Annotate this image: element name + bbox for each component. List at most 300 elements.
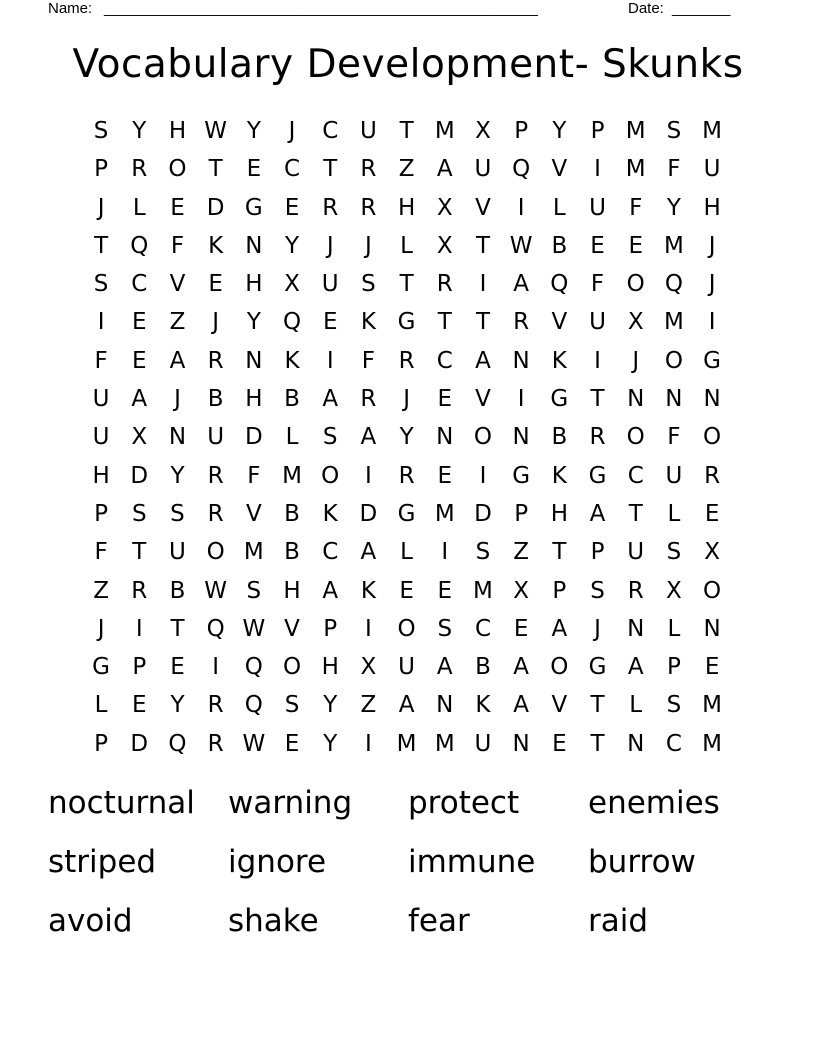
grid-letter: K bbox=[360, 309, 376, 336]
grid-letter: A bbox=[169, 347, 186, 374]
word-list-row bbox=[48, 782, 768, 841]
grid-letter: E bbox=[170, 654, 185, 681]
grid-letter: U bbox=[627, 539, 645, 566]
grid-letter: X bbox=[704, 539, 720, 566]
grid-letter: U bbox=[359, 118, 377, 144]
grid-letter: S bbox=[361, 271, 376, 298]
grid-letter: W bbox=[509, 232, 533, 259]
grid-letter: Q bbox=[512, 156, 531, 183]
grid-letter: T bbox=[170, 615, 185, 642]
grid-letter: Q bbox=[168, 730, 187, 757]
grid-letter: Y bbox=[552, 118, 567, 144]
grid-letter: E bbox=[552, 730, 567, 757]
name-blank-line: ____________________________________________________ bbox=[104, 0, 538, 17]
grid-letter: N bbox=[436, 424, 454, 451]
grid-letter: A bbox=[513, 271, 530, 298]
grid-letter: R bbox=[360, 156, 377, 183]
grid-letter: I bbox=[441, 539, 449, 566]
grid-letter: N bbox=[436, 692, 454, 719]
grid-letter: Q bbox=[206, 615, 225, 642]
grid-row bbox=[82, 303, 731, 341]
vocabulary-word: striped bbox=[48, 844, 157, 880]
grid-letter: Y bbox=[132, 118, 147, 144]
grid-letter: E bbox=[170, 194, 185, 221]
grid-letter: V bbox=[475, 386, 491, 413]
grid-letter: Y bbox=[170, 692, 185, 719]
grid-letter: P bbox=[94, 730, 109, 757]
grid-letter: I bbox=[97, 309, 105, 336]
name-label: Name: bbox=[48, 0, 93, 17]
grid-letter: T bbox=[628, 500, 643, 527]
page-title: Vocabulary Development- Skunks bbox=[72, 42, 744, 87]
grid-row bbox=[82, 265, 731, 303]
grid-letter: H bbox=[283, 577, 301, 604]
grid-letter: U bbox=[207, 424, 225, 451]
grid-letter: O bbox=[664, 347, 683, 374]
grid-letter: L bbox=[629, 692, 643, 719]
grid-letter: Y bbox=[246, 309, 261, 336]
grid-letter: F bbox=[667, 424, 681, 451]
grid-letter: G bbox=[550, 386, 569, 413]
grid-letter: J bbox=[288, 118, 296, 144]
grid-letter: I bbox=[212, 654, 220, 681]
grid-letter: I bbox=[479, 271, 487, 298]
grid-letter: T bbox=[475, 232, 490, 259]
grid-letter: L bbox=[552, 194, 566, 221]
grid-letter: G bbox=[92, 654, 110, 681]
grid-letter: S bbox=[93, 118, 109, 144]
grid-letter: S bbox=[475, 539, 491, 566]
grid-letter: H bbox=[92, 462, 110, 489]
grid-letter: C bbox=[474, 615, 491, 642]
grid-letter: N bbox=[665, 386, 683, 413]
grid-letter: R bbox=[207, 730, 224, 757]
grid-letter: S bbox=[322, 424, 338, 451]
grid-letter: U bbox=[321, 271, 339, 298]
grid-letter: R bbox=[398, 347, 415, 374]
grid-row bbox=[82, 342, 731, 380]
grid-letter: T bbox=[323, 156, 338, 183]
grid-letter: U bbox=[589, 194, 606, 221]
grid-row bbox=[82, 150, 731, 188]
grid-letter: T bbox=[399, 271, 414, 298]
grid-letter: M bbox=[434, 118, 455, 144]
grid-letter: T bbox=[94, 232, 109, 259]
grid-letter: P bbox=[94, 500, 109, 527]
grid-row bbox=[82, 418, 731, 456]
grid-letter: B bbox=[475, 654, 491, 681]
grid-letter: Z bbox=[93, 577, 109, 604]
grid-letter: J bbox=[326, 232, 334, 259]
grid-letter: V bbox=[169, 271, 186, 298]
grid-letter: H bbox=[245, 271, 263, 298]
grid-letter: N bbox=[627, 730, 645, 757]
grid-letter: B bbox=[551, 232, 568, 259]
grid-letter: J bbox=[365, 232, 372, 259]
grid-letter: U bbox=[589, 309, 606, 336]
grid-row bbox=[82, 725, 731, 763]
vocabulary-word: immune bbox=[408, 844, 536, 880]
grid-letter: I bbox=[365, 730, 372, 757]
grid-letter: K bbox=[322, 500, 338, 527]
grid-letter: G bbox=[397, 500, 416, 527]
grid-letter: G bbox=[703, 347, 721, 374]
grid-letter: T bbox=[475, 309, 490, 336]
grid-letter: C bbox=[436, 347, 453, 374]
grid-letter: K bbox=[208, 232, 224, 259]
grid-letter: E bbox=[590, 232, 605, 259]
grid-letter: W bbox=[242, 730, 266, 757]
grid-letter: K bbox=[551, 347, 567, 374]
grid-row bbox=[82, 189, 731, 227]
grid-letter: X bbox=[360, 654, 377, 681]
grid-letter: H bbox=[550, 500, 568, 527]
grid-letter: I bbox=[326, 347, 334, 374]
grid-letter: T bbox=[132, 539, 147, 566]
grid-letter: M bbox=[625, 156, 646, 183]
grid-letter: E bbox=[284, 194, 300, 221]
grid-letter: V bbox=[551, 692, 568, 719]
grid-letter: S bbox=[93, 271, 109, 298]
grid-letter: U bbox=[474, 156, 492, 183]
date-label: Date: bbox=[628, 0, 664, 17]
grid-letter: J bbox=[403, 386, 410, 413]
grid-letter: W bbox=[204, 577, 228, 604]
grid-letter: M bbox=[663, 232, 684, 259]
grid-letter: T bbox=[590, 730, 605, 757]
grid-letter: J bbox=[212, 309, 220, 336]
grid-letter: M bbox=[243, 539, 264, 566]
vocabulary-word: burrow bbox=[588, 844, 696, 880]
grid-letter: G bbox=[512, 462, 531, 489]
grid-letter: V bbox=[551, 309, 568, 336]
grid-letter: P bbox=[590, 539, 605, 566]
grid-letter: M bbox=[396, 730, 417, 757]
grid-letter: L bbox=[132, 194, 146, 221]
grid-letter: E bbox=[399, 577, 414, 604]
grid-letter: O bbox=[206, 539, 225, 566]
grid-letter: D bbox=[130, 730, 149, 757]
grid-letter: O bbox=[321, 462, 340, 489]
grid-letter: V bbox=[284, 615, 300, 642]
grid-letter: S bbox=[437, 615, 453, 642]
grid-letter: N bbox=[627, 386, 645, 413]
grid-letter: E bbox=[437, 462, 453, 489]
grid-letter: C bbox=[322, 118, 339, 144]
grid-letter: D bbox=[130, 462, 149, 489]
grid-letter: I bbox=[365, 615, 372, 642]
vocabulary-word: protect bbox=[408, 785, 520, 821]
grid-letter: J bbox=[174, 386, 181, 413]
grid-letter: J bbox=[632, 347, 640, 374]
grid-letter: S bbox=[131, 500, 147, 527]
grid-letter: N bbox=[627, 615, 645, 642]
grid-letter: J bbox=[97, 194, 105, 221]
grid-letter: Y bbox=[323, 692, 338, 719]
grid-letter: F bbox=[590, 271, 605, 298]
grid-letter: Y bbox=[285, 232, 300, 259]
vocabulary-word: shake bbox=[228, 903, 319, 939]
grid-letter: E bbox=[322, 309, 338, 336]
grid-letter: K bbox=[551, 462, 567, 489]
grid-letter: S bbox=[246, 577, 262, 604]
grid-letter: Q bbox=[244, 654, 263, 681]
grid-letter: D bbox=[206, 194, 225, 221]
grid-letter: V bbox=[551, 156, 568, 183]
grid-letter: H bbox=[245, 386, 263, 413]
grid-letter: N bbox=[168, 424, 187, 451]
grid-letter: E bbox=[246, 156, 262, 183]
grid-letter: L bbox=[94, 692, 108, 719]
grid-letter: G bbox=[588, 654, 607, 681]
grid-letter: I bbox=[594, 347, 601, 374]
grid-letter: B bbox=[551, 424, 568, 451]
grid-letter: F bbox=[667, 156, 681, 183]
grid-letter: B bbox=[169, 577, 186, 604]
word-list-row bbox=[48, 841, 768, 900]
grid-letter: K bbox=[360, 577, 376, 604]
grid-letter: G bbox=[244, 194, 263, 221]
grid-letter: J bbox=[708, 271, 716, 298]
grid-letter: I bbox=[365, 462, 372, 489]
grid-letter: R bbox=[360, 194, 377, 221]
grid-letter: H bbox=[397, 194, 416, 221]
grid-letter: P bbox=[514, 118, 529, 144]
grid-letter: O bbox=[703, 577, 722, 604]
grid-letter: X bbox=[436, 232, 453, 259]
grid-letter: A bbox=[131, 386, 148, 413]
grid-letter: F bbox=[629, 194, 643, 221]
grid-letter: L bbox=[400, 232, 413, 259]
grid-letter: J bbox=[708, 232, 716, 259]
grid-letter: R bbox=[207, 462, 224, 489]
grid-row bbox=[82, 533, 731, 571]
grid-letter: C bbox=[322, 539, 339, 566]
grid-letter: U bbox=[398, 654, 416, 681]
grid-letter: R bbox=[360, 386, 377, 413]
grid-letter: J bbox=[594, 615, 601, 642]
grid-letter: P bbox=[94, 156, 109, 183]
grid-letter: I bbox=[708, 309, 716, 336]
grid-letter: Q bbox=[244, 692, 263, 719]
grid-letter: I bbox=[517, 386, 525, 413]
grid-letter: R bbox=[207, 692, 224, 719]
grid-letter: O bbox=[703, 424, 722, 451]
grid-letter: V bbox=[245, 500, 262, 527]
grid-letter: R bbox=[513, 309, 530, 336]
grid-letter: J bbox=[97, 615, 105, 642]
grid-letter: P bbox=[552, 577, 567, 604]
grid-letter: O bbox=[168, 156, 187, 183]
grid-letter: L bbox=[667, 500, 681, 527]
word-list-row bbox=[48, 900, 768, 959]
grid-letter: D bbox=[244, 424, 263, 451]
grid-letter: E bbox=[704, 500, 720, 527]
grid-letter: F bbox=[247, 462, 261, 489]
grid-letter: T bbox=[590, 386, 605, 413]
grid-letter: R bbox=[704, 462, 721, 489]
grid-row bbox=[82, 457, 731, 495]
grid-letter: G bbox=[588, 462, 607, 489]
grid-letter: W bbox=[204, 118, 228, 144]
grid-letter: C bbox=[665, 730, 682, 757]
grid-row bbox=[82, 495, 731, 533]
grid-letter: R bbox=[207, 500, 224, 527]
grid-letter: M bbox=[282, 462, 302, 489]
grid-letter: S bbox=[590, 577, 605, 604]
grid-letter: N bbox=[703, 386, 721, 413]
grid-letter: F bbox=[361, 347, 376, 374]
grid-letter: X bbox=[513, 577, 530, 604]
grid-letter: P bbox=[323, 615, 338, 642]
grid-letter: Q bbox=[130, 232, 149, 259]
grid-letter: N bbox=[512, 424, 530, 451]
grid-letter: C bbox=[284, 156, 301, 183]
grid-letter: N bbox=[245, 347, 263, 374]
grid-letter: S bbox=[284, 692, 300, 719]
grid-letter: U bbox=[92, 424, 110, 451]
vocabulary-word: avoid bbox=[48, 903, 133, 939]
grid-letter: L bbox=[400, 539, 413, 566]
grid-letter: S bbox=[666, 539, 682, 566]
grid-letter: N bbox=[245, 232, 263, 259]
grid-letter: B bbox=[284, 500, 300, 527]
grid-letter: I bbox=[479, 462, 487, 489]
grid-letter: S bbox=[666, 118, 682, 144]
header bbox=[0, 0, 816, 20]
grid-letter: D bbox=[474, 500, 492, 527]
grid-letter: T bbox=[437, 309, 452, 336]
grid-letter: R bbox=[322, 194, 339, 221]
grid-letter: A bbox=[513, 654, 530, 681]
grid-letter: E bbox=[132, 309, 147, 336]
grid-letter: M bbox=[625, 118, 646, 144]
grid-letter: Q bbox=[282, 309, 302, 336]
grid-letter: E bbox=[132, 347, 147, 374]
grid-letter: L bbox=[285, 424, 299, 451]
word-list bbox=[48, 782, 768, 959]
grid-letter: Y bbox=[323, 730, 338, 757]
grid-letter: P bbox=[514, 500, 529, 527]
grid-row bbox=[82, 227, 731, 265]
grid-letter: D bbox=[359, 500, 378, 527]
grid-letter: O bbox=[550, 654, 569, 681]
grid-letter: Z bbox=[513, 539, 530, 566]
grid-letter: T bbox=[552, 539, 567, 566]
grid-letter: E bbox=[132, 692, 147, 719]
grid-letter: C bbox=[627, 462, 644, 489]
grid-letter: E bbox=[437, 577, 453, 604]
grid-letter: N bbox=[512, 347, 530, 374]
grid-letter: N bbox=[512, 730, 530, 757]
grid-letter: A bbox=[322, 577, 339, 604]
vocabulary-word: ignore bbox=[228, 844, 327, 880]
grid-letter: M bbox=[702, 692, 723, 719]
vocabulary-word: nocturnal bbox=[48, 785, 195, 821]
vocabulary-word: warning bbox=[228, 785, 353, 821]
grid-letter: M bbox=[663, 309, 684, 336]
grid-row bbox=[82, 648, 731, 686]
grid-letter: N bbox=[703, 615, 721, 642]
grid-letter: I bbox=[594, 156, 601, 183]
grid-letter: A bbox=[360, 424, 377, 451]
grid-letter: M bbox=[702, 118, 723, 144]
grid-letter: E bbox=[628, 232, 643, 259]
grid-letter: A bbox=[475, 347, 491, 374]
grid-letter: R bbox=[398, 462, 415, 489]
grid-letter: L bbox=[667, 615, 681, 642]
grid-letter: F bbox=[94, 347, 108, 374]
grid-letter: U bbox=[169, 539, 186, 566]
grid-letter: Y bbox=[666, 194, 681, 221]
grid-letter: E bbox=[513, 615, 529, 642]
grid-letter: H bbox=[321, 654, 339, 681]
grid-letter: V bbox=[475, 194, 491, 221]
grid-letter: C bbox=[131, 271, 148, 298]
grid-letter: S bbox=[170, 500, 185, 527]
grid-letter: X bbox=[284, 271, 300, 298]
grid-letter: Y bbox=[170, 462, 185, 489]
grid-letter: A bbox=[589, 500, 606, 527]
grid-letter: Z bbox=[360, 692, 377, 719]
grid-letter: W bbox=[242, 615, 266, 642]
grid-letter: Q bbox=[550, 271, 569, 298]
vocabulary-word: enemies bbox=[588, 785, 720, 821]
grid-letter: A bbox=[398, 692, 415, 719]
grid-letter: O bbox=[626, 271, 645, 298]
grid-letter: X bbox=[131, 424, 148, 451]
grid-letter: P bbox=[590, 118, 605, 144]
grid-letter: R bbox=[627, 577, 644, 604]
grid-letter: B bbox=[284, 539, 300, 566]
grid-letter: M bbox=[434, 730, 455, 757]
grid-letter: H bbox=[168, 118, 187, 144]
grid-letter: S bbox=[666, 692, 682, 719]
grid-letter: X bbox=[627, 309, 644, 336]
grid-letter: Z bbox=[169, 309, 186, 336]
grid-row bbox=[82, 112, 731, 150]
grid-letter: M bbox=[473, 577, 493, 604]
grid-letter: O bbox=[626, 424, 645, 451]
grid-row bbox=[82, 572, 731, 610]
grid-letter: U bbox=[474, 730, 492, 757]
grid-letter: A bbox=[360, 539, 377, 566]
grid-letter: I bbox=[135, 615, 143, 642]
grid-letter: I bbox=[517, 194, 525, 221]
grid-letter: A bbox=[322, 386, 339, 413]
grid-letter: Q bbox=[664, 271, 683, 298]
grid-letter: M bbox=[434, 500, 455, 527]
grid-letter: B bbox=[207, 386, 224, 413]
grid-letter: K bbox=[475, 692, 491, 719]
grid-letter: U bbox=[92, 386, 110, 413]
grid-letter: E bbox=[704, 654, 720, 681]
word-search-grid bbox=[82, 112, 731, 763]
grid-letter: B bbox=[284, 386, 300, 413]
grid-letter: O bbox=[282, 654, 302, 681]
grid-letter: X bbox=[436, 194, 453, 221]
grid-letter: P bbox=[666, 654, 681, 681]
grid-letter: A bbox=[627, 654, 644, 681]
grid-letter: O bbox=[397, 615, 416, 642]
grid-row bbox=[82, 686, 731, 724]
grid-letter: R bbox=[131, 577, 148, 604]
grid-letter: P bbox=[132, 654, 147, 681]
grid-letter: T bbox=[590, 692, 605, 719]
grid-letter: T bbox=[208, 156, 223, 183]
grid-row bbox=[82, 610, 731, 648]
grid-letter: F bbox=[170, 232, 185, 259]
